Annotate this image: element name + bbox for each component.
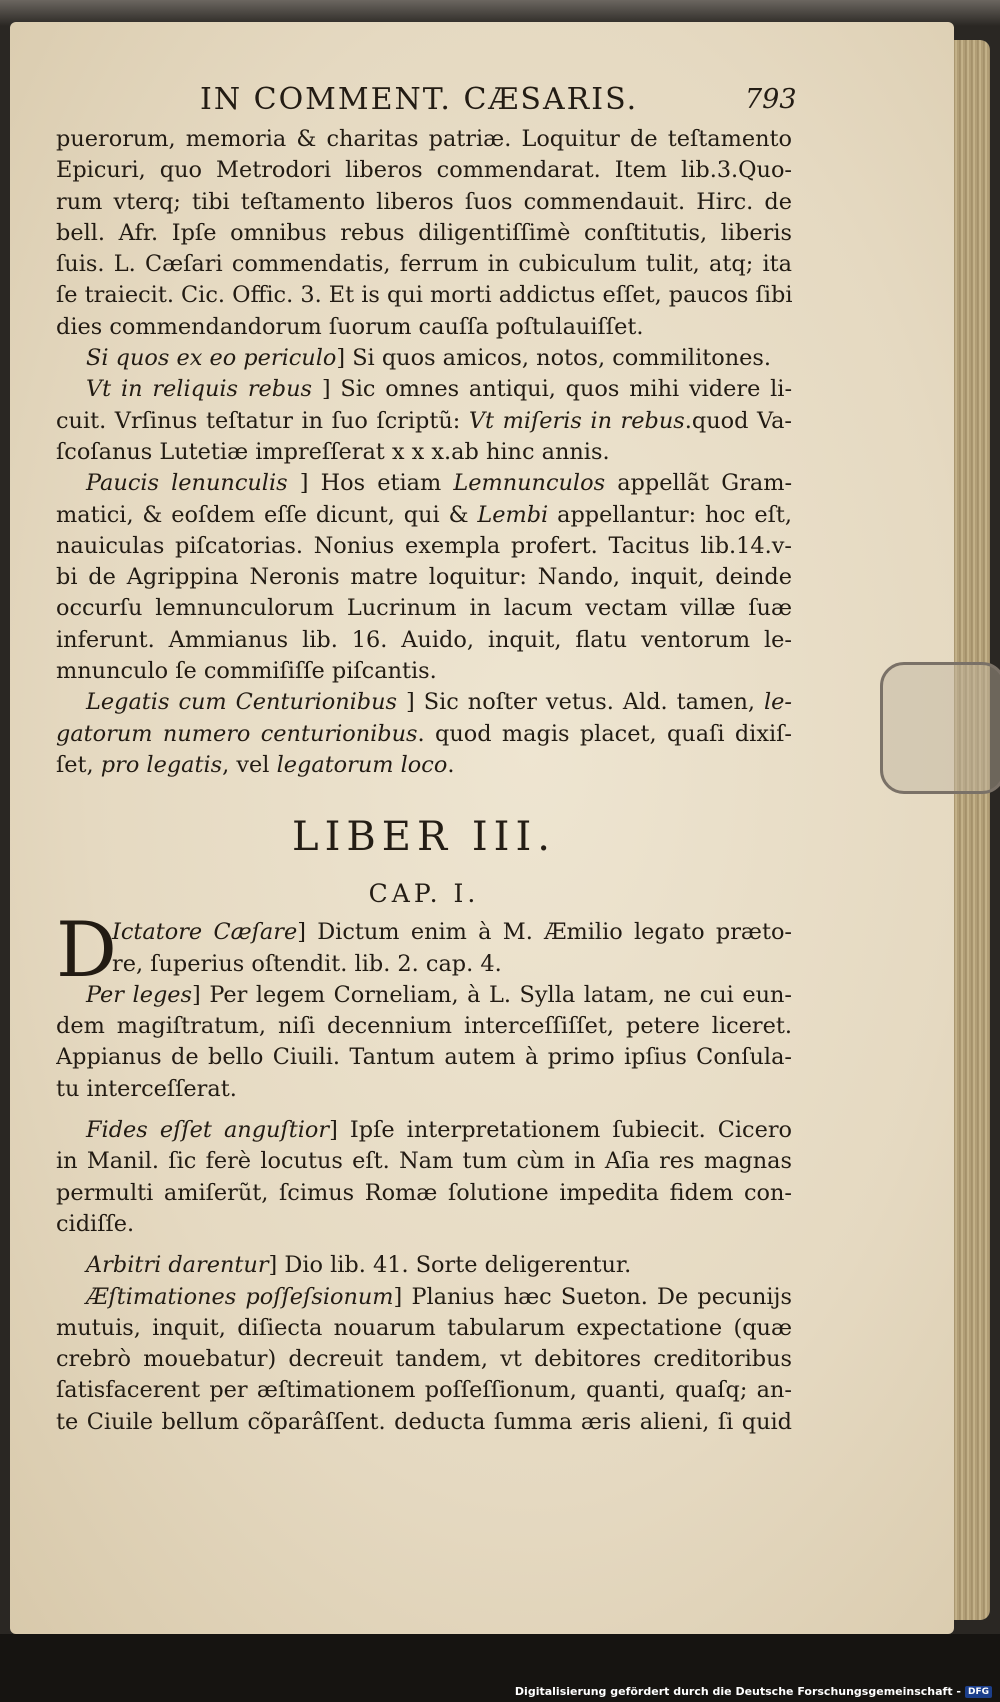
lemma: Paucis lenunculis xyxy=(86,470,288,497)
text-span: ] Sic noſter vetus. Ald. tamen, xyxy=(397,689,765,716)
paragraph-per-leges xyxy=(56,980,792,1011)
text-span: ] Dio lib. 41. Sorte deligerentur. xyxy=(268,1252,632,1279)
paragraph-aestimationes xyxy=(56,1282,792,1313)
text-line xyxy=(56,406,792,437)
text-line: permulti amiſerũt, ſcimus Romæ ſolutione impedita fidem con- xyxy=(56,1179,792,1206)
text-span: .quod Va- xyxy=(684,407,792,434)
text-span: ] Dictum enim à M. Æmilio legato præto- xyxy=(297,919,792,946)
text-line: in Manil. ſic ferè locutus eſt. Nam tum cùm in Aſia res magnas xyxy=(56,1148,792,1175)
paragraph-legatis xyxy=(56,687,792,718)
text-span: cuit. Vrſinus teſtatur in ſuo ſcriptũ: xyxy=(56,407,469,434)
text-line: rum vterq; tibi teſtamento liberos ſuos commendauit. Hirc. de xyxy=(56,188,792,215)
text-line: ſe traiecit. Cic. Offic. 3. Et is qui morti addictus eſſet, paucos ſibi xyxy=(56,282,792,309)
lemma: gatorum numero centurionibus xyxy=(56,720,418,747)
text-span: appellantur: hoc eſt, xyxy=(548,501,792,528)
text-span: . quod magis placet, quaſi dixiſ- xyxy=(417,720,792,747)
page-clip xyxy=(880,662,1000,794)
text-line: re, ſuperius oſtendit. lib. 2. cap. 4. xyxy=(112,950,502,977)
lemma: Per leges xyxy=(86,981,193,1008)
paragraph-paucis-lenunculis xyxy=(56,468,792,499)
text-span: . xyxy=(447,751,455,778)
lemma: Vt in reliquis rebus xyxy=(86,376,313,403)
lemma: Arbitri darentur xyxy=(86,1252,269,1279)
digitization-credit xyxy=(515,1685,992,1698)
lemma: Lemnunculos xyxy=(453,470,606,497)
text-line xyxy=(56,719,792,750)
text-line: bi de Agrippina Neronis matre loquitur: Nando, inquit, deinde xyxy=(56,564,792,591)
lemma: Lembi xyxy=(477,501,549,528)
spacer xyxy=(56,1105,792,1115)
text-line: Epicuri, quo Metrodori liberos commendarat. Item lib.3.Quo- xyxy=(56,157,792,184)
lemma: legatorum loco xyxy=(276,751,448,778)
body-text xyxy=(56,124,792,1438)
text-line xyxy=(56,500,792,531)
text-line: mnunculo ſe commiſiſſe piſcantis. xyxy=(56,658,437,685)
book-fore-edge xyxy=(952,40,990,1620)
running-head: IN COMMENT. CÆSARIS. xyxy=(200,82,639,117)
text-span: ] Per legem Corneliam, à L. Sylla latam, ne cui eun- xyxy=(192,981,792,1008)
text-span: ſet, xyxy=(56,751,101,778)
spacer xyxy=(56,1240,792,1250)
text-line: cidiſſe. xyxy=(56,1210,135,1237)
text-span: ] Ipſe interpretationem ſubiecit. Cicero xyxy=(329,1117,792,1144)
text-line xyxy=(56,750,792,781)
text-span: ] Planius hæc Sueton. De pecunijs xyxy=(393,1283,792,1310)
text-span: ] Sic omnes antiqui, quos mihi videre li- xyxy=(312,376,792,403)
scan-footer-bar xyxy=(0,1634,1000,1702)
lemma: Æſtimationes poſſeſsionum xyxy=(86,1283,394,1310)
text-line: inferunt. Ammianus lib. 16. Auido, inquit, flatu ventorum le- xyxy=(56,626,792,653)
paragraph-si-quos xyxy=(56,343,792,374)
text-line: ſuis. L. Cæſari commendatis, ferrum in cubiculum tulit, atq; ita xyxy=(56,251,792,278)
text-line: bell. Afr. Ipſe omnibus rebus diligentiſſimè conſtitutis, liberis xyxy=(56,219,792,246)
text-line: dem magiſtratum, niſi decennium interceſſiſſet, petere liceret. xyxy=(56,1013,792,1040)
text-line: te Ciuile bellum cõparâſſent. deducta ſumma æris alieni, ſi quid xyxy=(56,1408,792,1435)
text-line: nauiculas piſcatorias. Nonius exempla profert. Tacitus lib.14.v- xyxy=(56,532,792,559)
drop-cap: D xyxy=(56,905,117,995)
page-header xyxy=(200,82,800,118)
text-line xyxy=(56,917,792,948)
text-line: tu interceſſerat. xyxy=(56,1075,237,1102)
page-number: 793 xyxy=(745,84,797,115)
chapter-title: CAP. I. xyxy=(368,879,480,909)
lemma: pro legatis xyxy=(100,751,223,778)
text-line: ſcoſanus Lutetiæ impreſſerat x x x.ab hinc annis. xyxy=(56,438,610,465)
text-line: puerorum, memoria & charitas patriæ. Loquitur de teſtamento xyxy=(56,126,792,152)
book-title: LIBER III. xyxy=(292,814,556,861)
lemma: Legatis cum Centurionibus xyxy=(86,689,398,716)
text-span: matici, & eoſdem eſſe dicunt, qui & xyxy=(56,501,478,528)
text-line: occurſu lemnunculorum Lucrinum in lacum vectam villæ ſuæ xyxy=(56,595,792,622)
paragraph-fides xyxy=(56,1115,792,1146)
text-line: ſatisfacerent per æſtimationem poſſeſſionum, quanti, quaſq; an- xyxy=(56,1377,792,1404)
text-span: appellãt Gram- xyxy=(605,470,792,497)
text-span: ] Hos etiam xyxy=(287,470,454,497)
text-span: ] Si quos amicos, notos, commilitones. xyxy=(336,345,771,372)
lemma: Fides eſſet anguſtior xyxy=(86,1117,330,1144)
paragraph-arbitri xyxy=(56,1250,792,1281)
lemma: Vt miſeris in rebus xyxy=(468,407,685,434)
dfg-logo: DFG xyxy=(965,1686,992,1698)
text-line: mutuis, inquit, diſiecta nouarum tabularum expectatione (quæ xyxy=(56,1314,792,1341)
text-line: dies commendandorum ſuorum cauſſa poſtulauiſſet. xyxy=(56,313,644,340)
lemma: Ictatore Cæſare xyxy=(112,919,298,946)
lemma: Si quos ex eo periculo xyxy=(86,345,337,372)
text-span: , vel xyxy=(222,751,277,778)
text-line: crebrò mouebatur) decreuit tandem, vt debitores creditoribus xyxy=(56,1346,792,1373)
lemma: le- xyxy=(764,689,792,716)
credit-text: Digitalisierung gefördert durch die Deutsche Forschungsgemeinschaft - xyxy=(514,1685,961,1698)
paragraph-vt-in-reliquis xyxy=(56,374,792,405)
text-line: Appianus de bello Ciuili. Tantum autem à primo ipſius Conſula- xyxy=(56,1044,792,1071)
